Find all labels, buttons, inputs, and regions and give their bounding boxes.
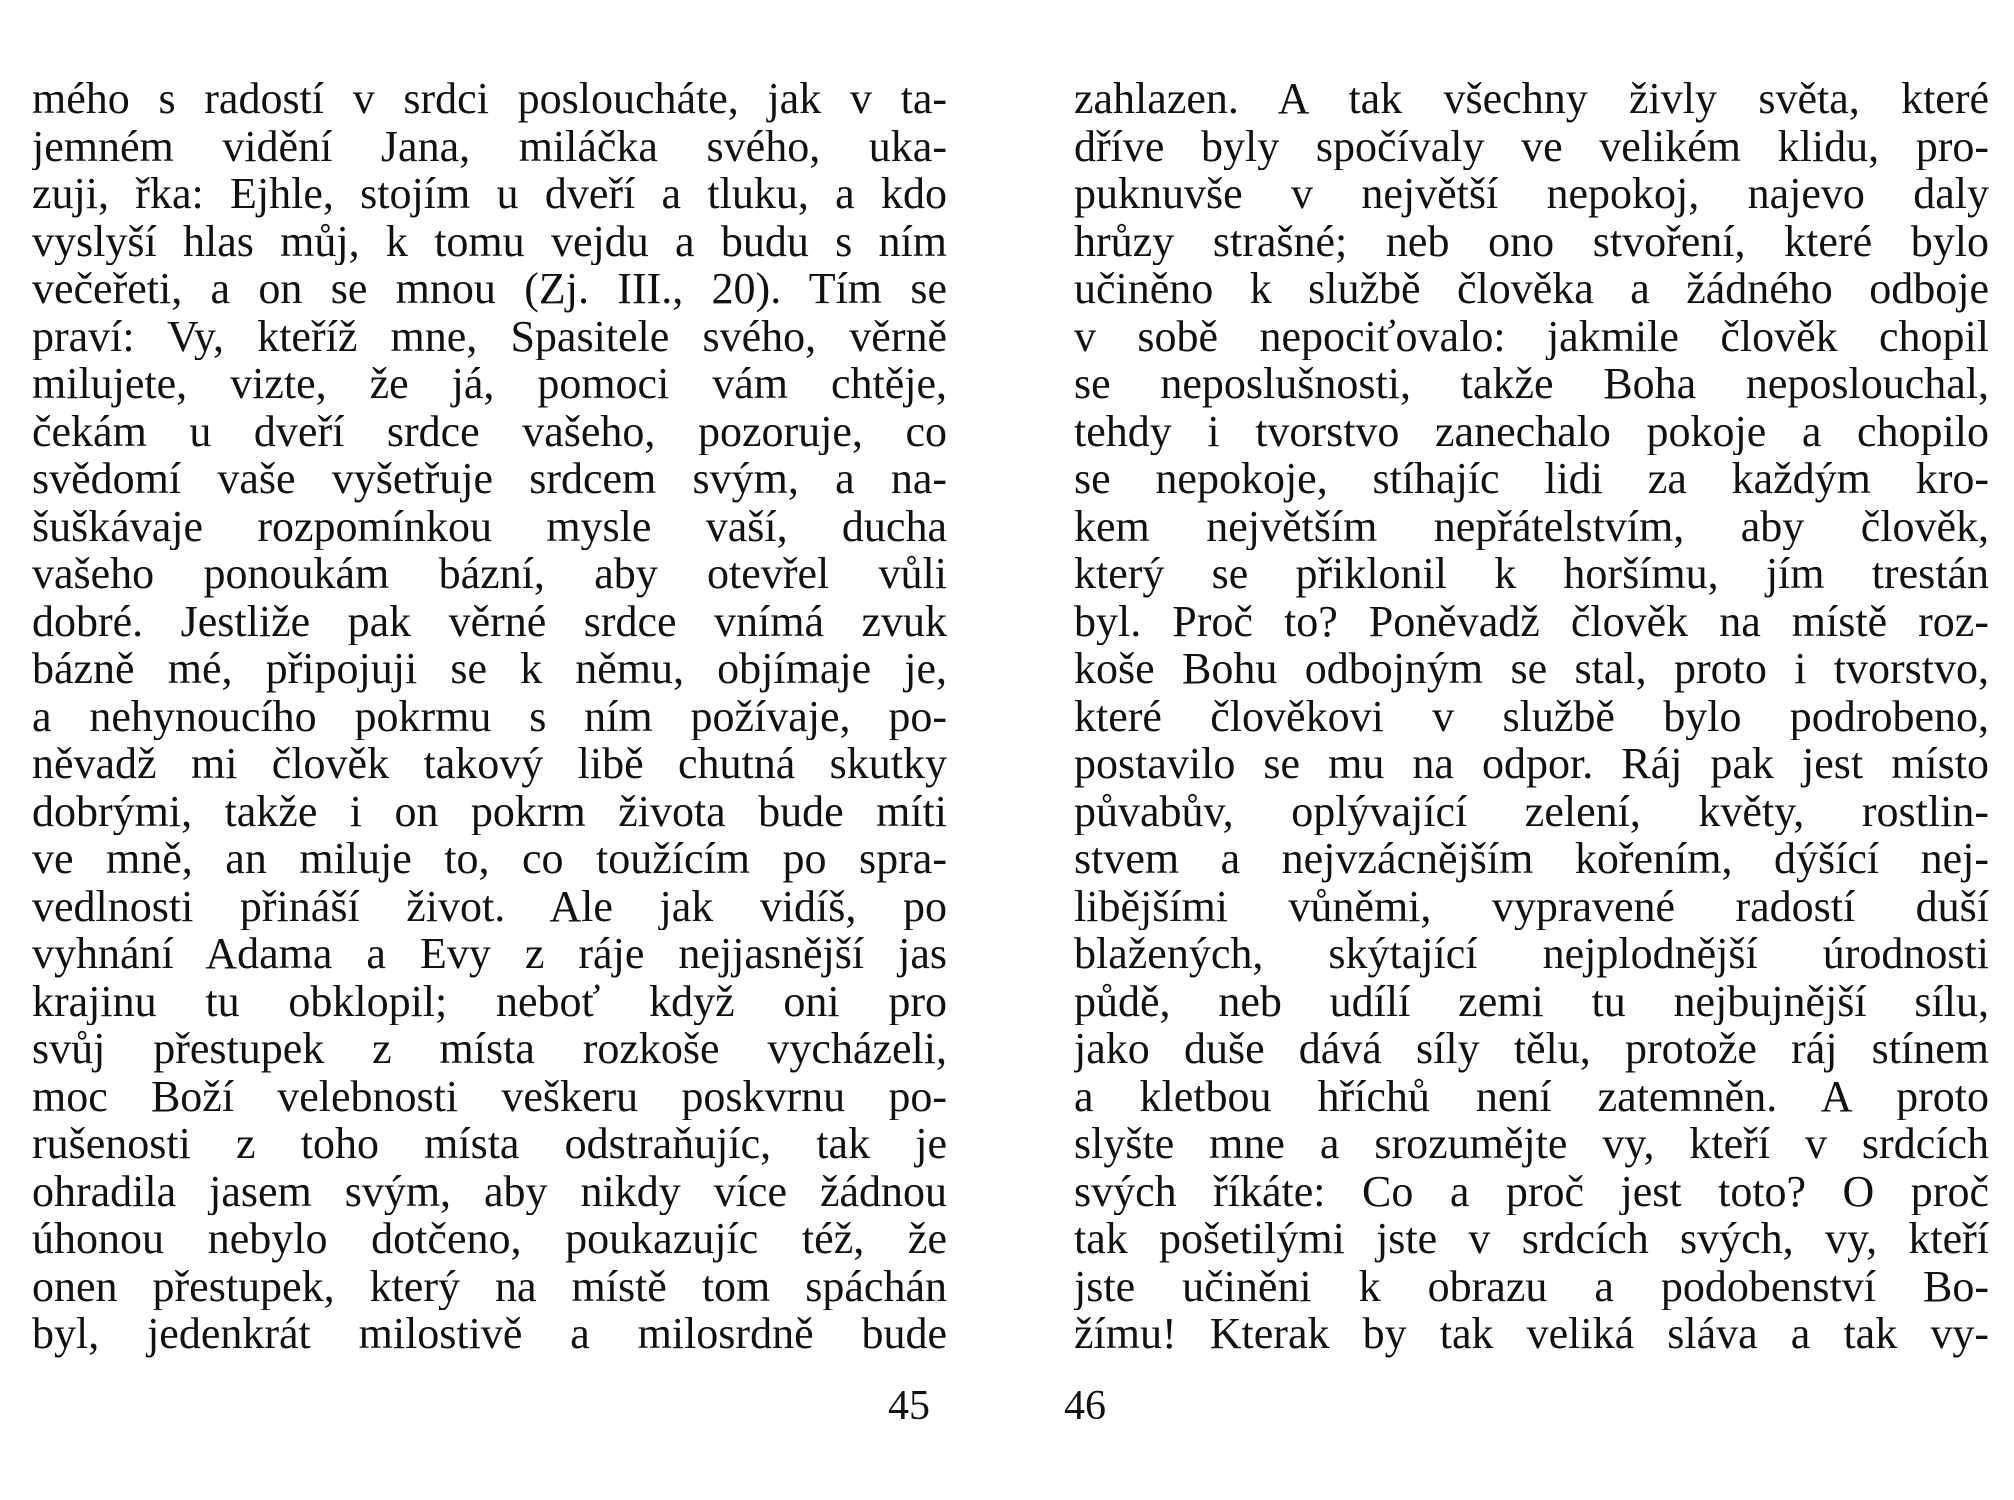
text-line: stvem a nejvzácnějším kořením, dýšící nej- xyxy=(1074,835,1989,883)
text-line: večeřeti, a on se mnou (Zj. III., 20). Tím se xyxy=(32,265,947,313)
text-line: onen přestupek, který na místě tom spáchán xyxy=(32,1262,947,1310)
text-line: vedlnosti přináší život. Ale jak vidíš, po xyxy=(32,882,947,930)
text-line: bázně mé, připojuji se k němu, objímaje je, xyxy=(32,645,947,693)
text-line: dobrými, takže i on pokrm života bude míti xyxy=(32,787,947,835)
text-line: učiněno k službě člověka a žádného odboje xyxy=(1074,265,1989,313)
text-line: dobré. Jestliže pak věrné srdce vnímá zvuk xyxy=(32,597,947,645)
text-line: hrůzy strašné; neb ono stvoření, které bylo xyxy=(1074,217,1989,265)
text-line: půdě, neb udílí zemi tu nejbujnější sílu, xyxy=(1074,977,1989,1025)
text-line: jako duše dává síly tělu, protože ráj stínem xyxy=(1074,1025,1989,1073)
text-line: vyhnání Adama a Evy z ráje nejjasnější jas xyxy=(32,930,947,978)
text-line: svůj přestupek z místa rozkoše vycházeli, xyxy=(32,1025,947,1073)
text-line: a nehynoucího pokrmu s ním požívaje, po- xyxy=(32,692,947,740)
text-line: ohradila jasem svým, aby nikdy více žádnou xyxy=(32,1167,947,1215)
text-line: půvabův, oplývající zelení, květy, rostlin- xyxy=(1074,787,1989,835)
text-line: tak pošetilými jste v srdcích svých, vy, kteří xyxy=(1074,1215,1989,1263)
text-line: blažených, skýtající nejplodnější úrodnosti xyxy=(1074,930,1989,978)
text-line: zuji, řka: Ejhle, stojím u dveří a tluku, a kdo xyxy=(32,170,947,218)
text-line: libějšími vůněmi, vypravené radostí duší xyxy=(1074,882,1989,930)
text-line: vyslyší hlas můj, k tomu vejdu a budu s ním xyxy=(32,217,947,265)
page-number-right: 46 xyxy=(1064,1383,1106,1429)
text-line: dříve byly spočívaly ve velikém klidu, pro- xyxy=(1074,122,1989,170)
text-line: vašeho ponoukám bázní, aby otevřel vůli xyxy=(32,550,947,598)
text-line: kem největším nepřátelstvím, aby člověk, xyxy=(1074,502,1989,550)
text-line: něvadž mi člověk takový libě chutná skutky xyxy=(32,740,947,788)
text-line: krajinu tu obklopil; neboť když oni pro xyxy=(32,977,947,1025)
text-line: který se přiklonil k horšímu, jím trestán xyxy=(1074,550,1989,598)
text-line: postavilo se mu na odpor. Ráj pak jest místo xyxy=(1074,740,1989,788)
text-line: a kletbou hříchů není zatemněn. A proto xyxy=(1074,1072,1989,1120)
text-line: v sobě nepociťovalo: jakmile člověk chopil xyxy=(1074,312,1989,360)
text-line: milujete, vizte, že já, pomoci vám chtěje, xyxy=(32,360,947,408)
text-line: mého s radostí v srdci posloucháte, jak v ta- xyxy=(32,75,947,123)
text-line: svých říkáte: Co a proč jest toto? O proč xyxy=(1074,1167,1989,1215)
text-line: moc Boží velebnosti veškeru poskvrnu po- xyxy=(32,1072,947,1120)
text-line: koše Bohu odbojným se stal, proto i tvorstvo, xyxy=(1074,645,1989,693)
right-page xyxy=(1074,75,1989,1358)
text-line: se nepokoje, stíhajíc lidi za každým kro- xyxy=(1074,455,1989,503)
text-line: čekám u dveří srdce vašeho, pozoruje, co xyxy=(32,407,947,455)
text-line: ve mně, an miluje to, co toužícím po spra- xyxy=(32,835,947,883)
left-page xyxy=(32,75,947,1358)
text-line: žímu! Kterak by tak veliká sláva a tak vy- xyxy=(1074,1310,1989,1358)
text-line: se neposlušnosti, takže Boha neposlouchal, xyxy=(1074,360,1989,408)
text-line: tehdy i tvorstvo zanechalo pokoje a chopilo xyxy=(1074,407,1989,455)
text-line: které člověkovi v službě bylo podrobeno, xyxy=(1074,692,1989,740)
text-line: šuškávaje rozpomínkou mysle vaší, ducha xyxy=(32,502,947,550)
text-line: puknuvše v největší nepokoj, najevo daly xyxy=(1074,170,1989,218)
text-line: praví: Vy, kteříž mne, Spasitele svého, věrně xyxy=(32,312,947,360)
text-line: zahlazen. A tak všechny živly světa, které xyxy=(1074,75,1989,123)
text-line: byl, jedenkrát milostivě a milosrdně bude xyxy=(32,1310,947,1358)
text-line: byl. Proč to? Poněvadž člověk na místě roz- xyxy=(1074,597,1989,645)
text-line: jemném vidění Jana, miláčka svého, uka- xyxy=(32,122,947,170)
page-number-left: 45 xyxy=(888,1383,930,1429)
text-line: svědomí vaše vyšetřuje srdcem svým, a na- xyxy=(32,455,947,503)
text-line: úhonou nebylo dotčeno, poukazujíc též, že xyxy=(32,1215,947,1263)
text-line: jste učiněni k obrazu a podobenství Bo- xyxy=(1074,1262,1989,1310)
text-line: slyšte mne a srozumějte vy, kteří v srdcích xyxy=(1074,1120,1989,1168)
text-line: rušenosti z toho místa odstraňujíc, tak je xyxy=(32,1120,947,1168)
